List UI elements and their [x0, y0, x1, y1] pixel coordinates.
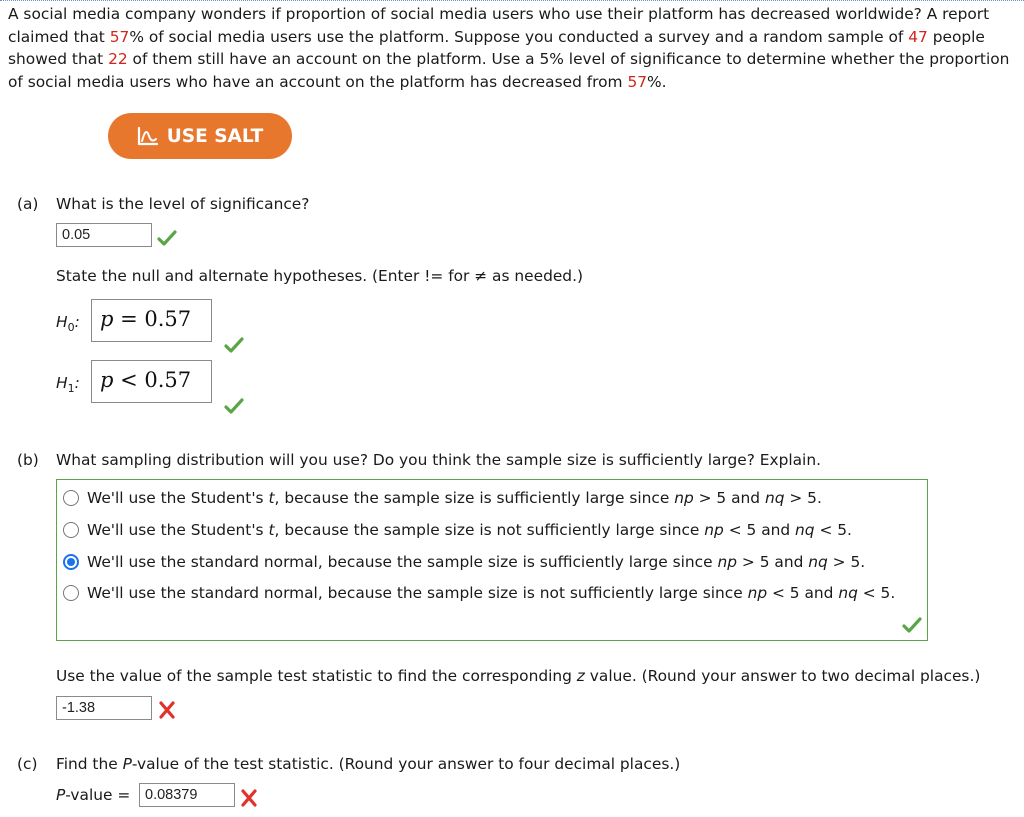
top-divider	[0, 0, 1024, 1]
option-label: We'll use the standard normal, because the sample size is not sufficiently large since np < 5 and nq < 5.	[87, 584, 896, 602]
radio-button[interactable]	[63, 490, 79, 506]
option-student-t-small[interactable]	[63, 521, 852, 539]
hypotheses-prompt: State the null and alternate hypotheses. (Enter != for ≠ as needed.)	[56, 267, 583, 285]
part-c-question: Find the P-value of the test statistic. (Round your answer to four decimal places.)	[56, 755, 681, 773]
part-b-label: (b)	[17, 451, 39, 469]
h0-label: $H_0$:	[56, 313, 80, 335]
option-student-t-large[interactable]	[63, 489, 822, 507]
z-value-input[interactable]: -1.38	[56, 696, 152, 720]
incorrect-x-icon	[157, 701, 177, 719]
correct-check-icon	[157, 229, 177, 247]
significance-input[interactable]: 0.05	[56, 223, 152, 247]
option-normal-small[interactable]	[63, 584, 895, 602]
correct-check-icon	[224, 397, 244, 415]
salt-chart-icon	[137, 126, 159, 146]
sample-size: 47	[908, 27, 928, 46]
part-a-label: (a)	[17, 195, 39, 213]
part-c-label: (c)	[17, 755, 38, 773]
radio-button[interactable]	[63, 522, 79, 538]
intro-text-5: %.	[647, 72, 667, 91]
claimed-percent-2: 57	[627, 72, 648, 91]
intro-text-1: A social media company wonders if proportion of social media users who use their platform has decreased worldwide? A report claimed that	[8, 5, 990, 46]
alternate-hypothesis-input[interactable]: p < 0.57	[91, 360, 212, 403]
intro-text-2: % of social media users use the platform. Suppose you conducted a survey and a random sample of	[129, 27, 909, 46]
problem-statement	[8, 3, 1018, 93]
null-hypothesis-input[interactable]: p = 0.57	[91, 299, 212, 342]
part-a-question: What is the level of significance?	[56, 195, 310, 213]
incorrect-x-icon	[239, 789, 259, 807]
use-salt-label: USE SALT	[166, 125, 264, 147]
correct-check-icon	[902, 616, 922, 634]
option-normal-large[interactable]	[63, 553, 865, 571]
radio-button-selected[interactable]	[63, 554, 79, 570]
option-label: We'll use the Student's t, because the sample size is not sufficiently large since np < 5 and nq < 5.	[87, 521, 852, 539]
h1-label: $H_1$:	[56, 374, 80, 396]
z-value-prompt: Use the value of the sample test statistic to find the corresponding z value. (Round your answer to two decimal places.)	[56, 667, 981, 685]
use-salt-button[interactable]	[108, 113, 292, 159]
sampling-distribution-options	[56, 479, 928, 641]
claimed-percent: 57	[109, 27, 130, 46]
correct-check-icon	[224, 336, 244, 354]
intro-text-4: of them still have an account on the platform. Use a 5% level of significance to determine whether the proportion of social media users who have an account on the platform has decreased from	[8, 50, 1010, 91]
radio-button[interactable]	[63, 585, 79, 601]
part-b-question: What sampling distribution will you use? Do you think the sample size is sufficiently large? Explain.	[56, 451, 821, 469]
pvalue-label: P-value =	[56, 786, 131, 804]
success-count: 22	[108, 50, 128, 68]
pvalue-input[interactable]: 0.08379	[139, 783, 235, 807]
option-label: We'll use the Student's t, because the sample size is sufficiently large since np > 5 and nq > 5.	[87, 489, 822, 507]
option-label: We'll use the standard normal, because the sample size is sufficiently large since np > 5 and nq > 5.	[87, 553, 866, 571]
intro-text-3: people showed that	[8, 27, 985, 68]
